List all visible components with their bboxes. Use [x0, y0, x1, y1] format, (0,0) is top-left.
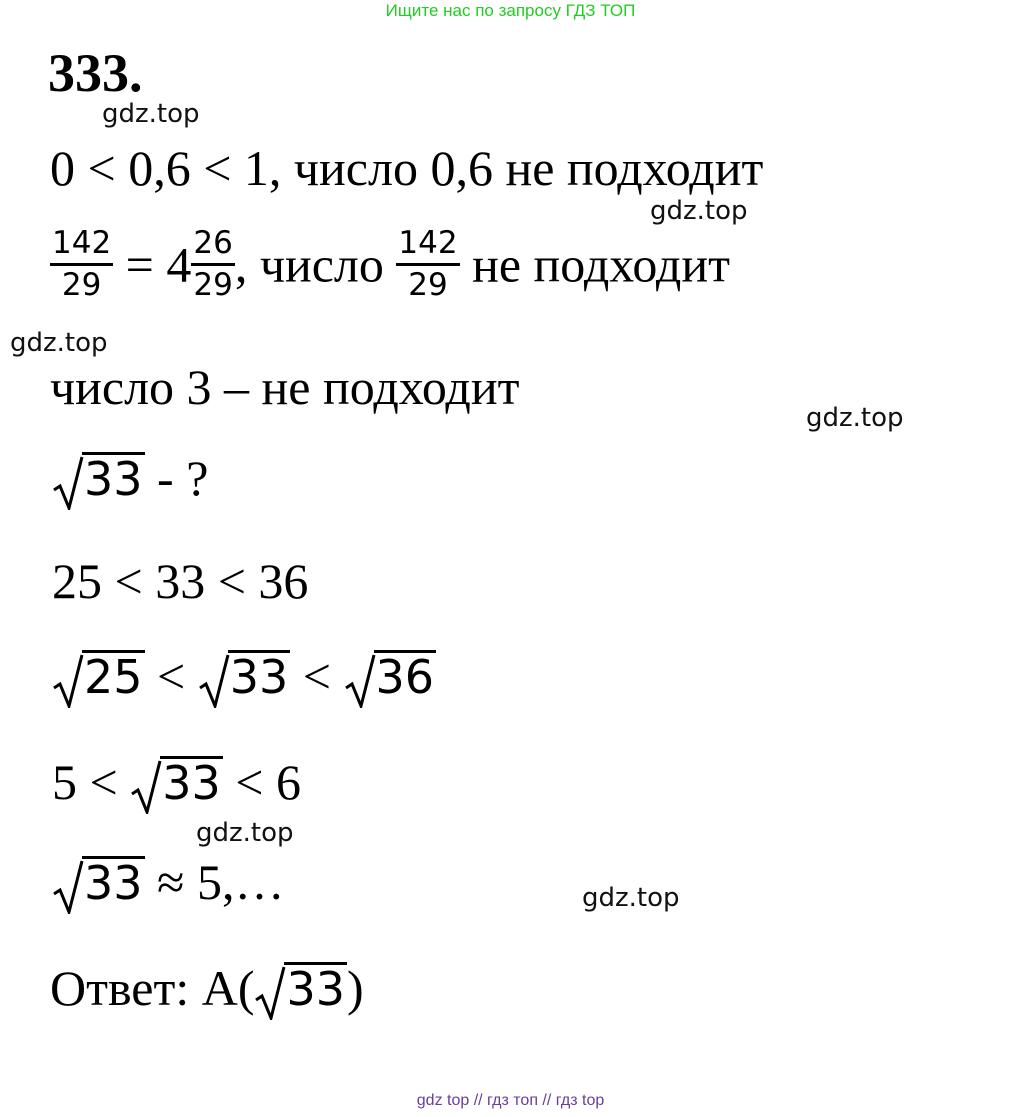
fraction — [396, 225, 459, 303]
solution-line-6 — [52, 650, 436, 702]
equals-text: = 4 — [125, 236, 192, 293]
footer-watermark: gdz top // гдз топ // гдз top — [416, 1092, 605, 1109]
square-root — [344, 650, 437, 702]
watermark: gdz.top — [10, 328, 108, 358]
radical-sign-icon — [130, 760, 162, 814]
mid-text: , число — [234, 236, 384, 293]
radicand: 33 — [84, 452, 143, 506]
denominator: 29 — [408, 267, 448, 303]
tail-text: не подходит — [472, 236, 730, 293]
tail-text: ≈ 5,… — [157, 854, 285, 910]
solution-line-4 — [52, 452, 208, 504]
numerator: 26 — [191, 228, 234, 266]
left-text: 5 < — [52, 754, 118, 810]
denominator: 29 — [61, 267, 102, 303]
square-root — [254, 962, 347, 1014]
watermark: gdz.top — [650, 196, 748, 226]
radicand: 36 — [375, 650, 435, 704]
solution-line-2 — [50, 225, 730, 303]
square-root — [52, 452, 145, 504]
radicand: 33 — [229, 650, 289, 704]
solution-line-1: 0 < 0,6 < 1, число 0,6 не подходит — [50, 140, 764, 196]
numerator: 142 — [50, 228, 113, 266]
search-hint-banner: Ищите нас по запросу ГДЗ ТОП — [385, 1, 636, 20]
answer-prefix: Ответ: А( — [50, 960, 255, 1016]
solution-line-3: число 3 – не подходит — [50, 359, 520, 415]
radicand: 33 — [162, 756, 221, 810]
answer-line — [50, 962, 364, 1014]
tail-text: - ? — [157, 450, 209, 506]
radical-sign-icon — [52, 860, 84, 914]
mixed-fraction — [191, 225, 234, 303]
solution-line-8 — [52, 856, 285, 908]
radical-sign-icon — [198, 654, 230, 708]
square-root — [198, 650, 291, 702]
watermark: gdz.top — [806, 403, 904, 433]
denominator: 29 — [193, 267, 233, 303]
watermark: gdz.top — [196, 818, 294, 848]
square-root — [52, 650, 145, 702]
square-root — [52, 856, 145, 908]
radicand: 33 — [286, 962, 346, 1016]
less-than: < — [157, 648, 186, 704]
watermark: gdz.top — [582, 883, 680, 913]
square-root — [130, 756, 223, 808]
fraction — [50, 225, 113, 303]
right-text: < 6 — [235, 754, 301, 810]
solution-line-5: 25 < 33 < 36 — [52, 553, 309, 609]
watermark: gdz.top — [102, 99, 200, 129]
numerator: 142 — [396, 228, 459, 266]
radical-sign-icon — [344, 654, 376, 708]
radical-sign-icon — [52, 456, 84, 510]
answer-suffix: ) — [347, 960, 364, 1016]
solution-line-7 — [52, 756, 301, 808]
radical-sign-icon — [254, 966, 286, 1020]
radicand: 25 — [84, 650, 143, 704]
radical-sign-icon — [52, 654, 84, 708]
task-number: 333. — [48, 43, 143, 103]
radicand: 33 — [84, 856, 143, 910]
less-than: < — [302, 648, 331, 704]
